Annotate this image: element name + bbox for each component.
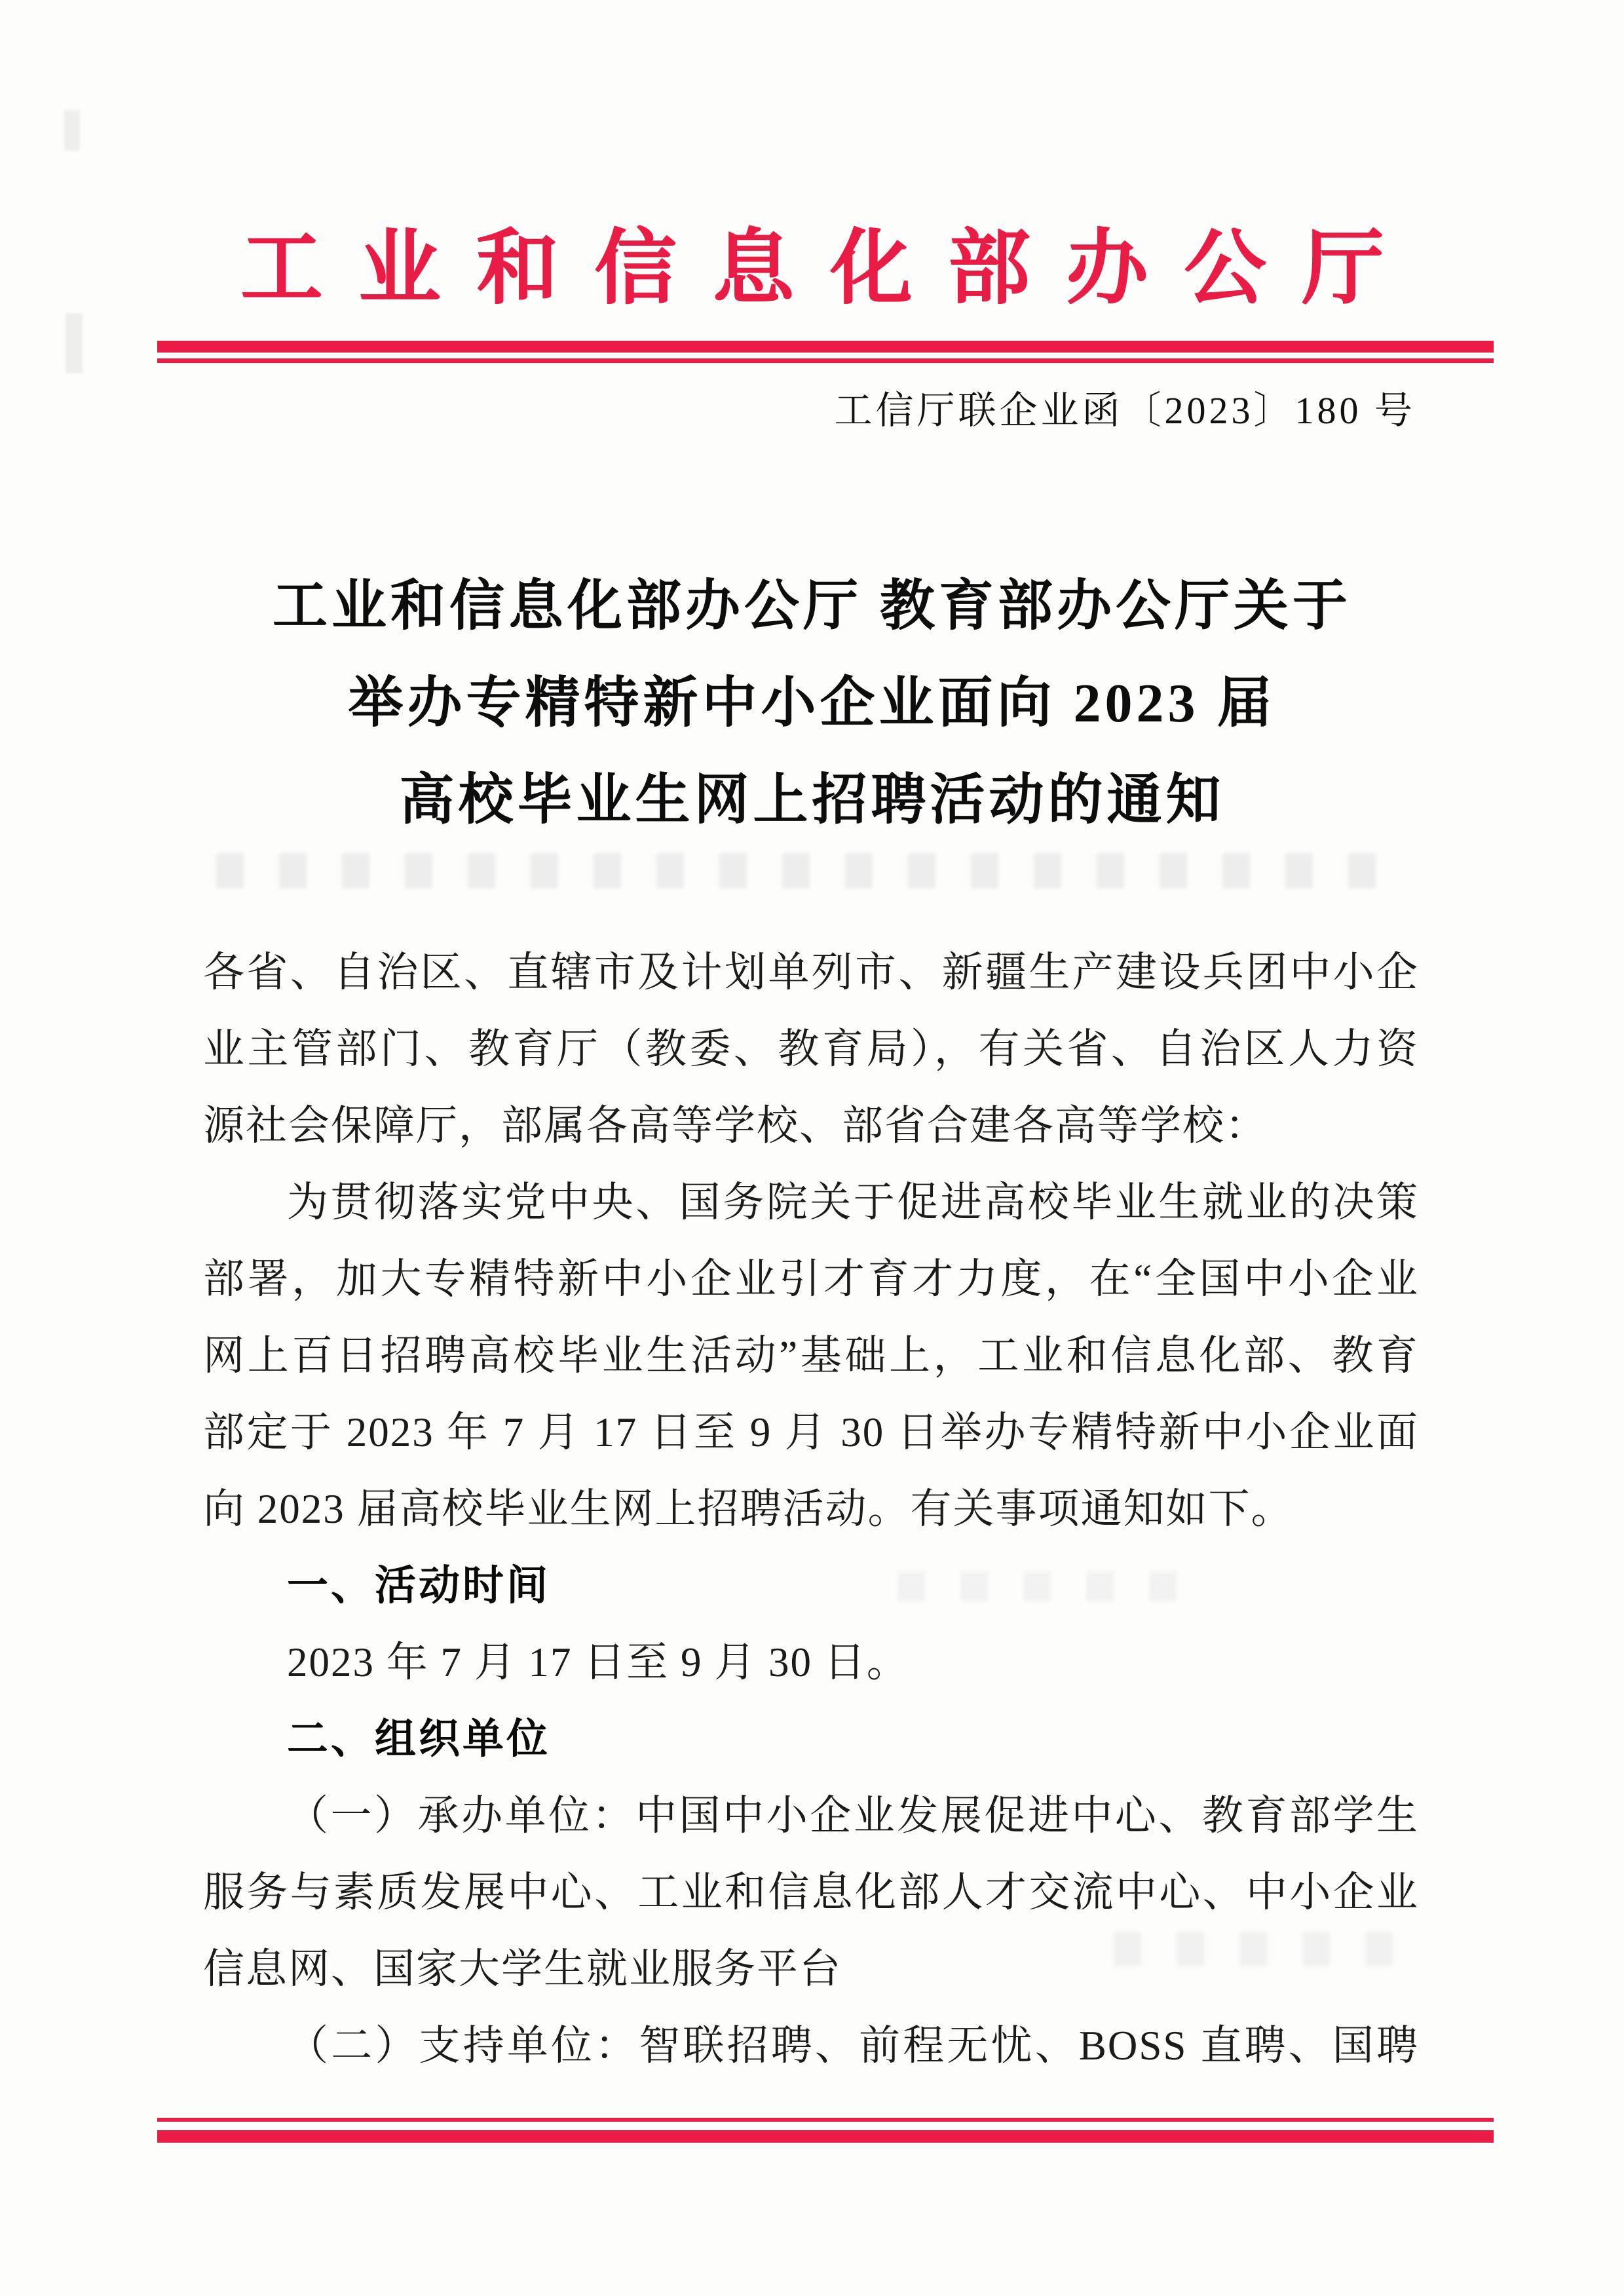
body-line: 业主管部门、教育厅（教委、教育局），有关省、自治区人力资 — [203, 1026, 1419, 1072]
scan-edge-artifact — [64, 110, 80, 151]
title-line-2: 举办专精特新中小企业面向 2023 届 — [348, 673, 1276, 734]
body-line: （二）支持单位：智联招聘、前程无忧、BOSS 直聘、国聘 — [287, 2023, 1419, 2069]
scan-bleed-artifact — [216, 853, 1376, 889]
footer-rule-thick — [157, 2130, 1494, 2143]
footer-rule-thin — [157, 2118, 1494, 2122]
title-line-3: 高校毕业生网上招聘活动的通知 — [399, 770, 1225, 831]
body-line: 部定于 2023 年 7 月 17 日至 9 月 30 日举办专精特新中小企业面 — [203, 1409, 1419, 1455]
title-line-1: 工业和信息化部办公厅 教育部办公厅关于 — [272, 576, 1351, 637]
letterhead-rule-thick — [157, 341, 1494, 353]
body-line: （一）承办单位：中国中小企业发展促进中心、教育部学生 — [287, 1793, 1419, 1839]
body-line: 各省、自治区、直辖市及计划单列市、新疆生产建设兵团中小企 — [203, 949, 1419, 995]
document-body — [203, 934, 1419, 2084]
letterhead-agency-title: 工业和信息化部办公厅 — [240, 224, 1420, 315]
body-line: 信息网、国家大学生就业服务平台 — [203, 1946, 842, 1992]
letterhead-rule-thin — [157, 358, 1494, 363]
body-line: 为贯彻落实党中央、国务院关于促进高校毕业生就业的决策 — [287, 1179, 1419, 1225]
doc-number: 工信厅联企业函〔2023〕180 号 — [834, 389, 1416, 432]
document-title — [0, 558, 1624, 849]
body-line: 向 2023 届高校毕业生网上招聘活动。有关事项通知如下。 — [203, 1486, 1294, 1532]
body-line: 源社会保障厅，部属各高等学校、部省合建各高等学校： — [203, 1103, 1268, 1149]
scan-edge-artifact — [66, 313, 83, 373]
body-line: 网上百日招聘高校毕业生活动”基础上，工业和信息化部、教育 — [203, 1333, 1419, 1379]
body-line: 2023 年 7 月 17 日至 9 月 30 日。 — [287, 1639, 909, 1685]
body-line: 部署，加大专精特新中小企业引才育才力度，在“全国中小企业 — [203, 1256, 1419, 1302]
body-line: 服务与素质发展中心、工业和信息化部人才交流中心、中小企业 — [203, 1869, 1419, 1915]
section-heading-2: 二、组织单位 — [287, 1716, 550, 1762]
section-heading-1: 一、活动时间 — [287, 1563, 550, 1609]
